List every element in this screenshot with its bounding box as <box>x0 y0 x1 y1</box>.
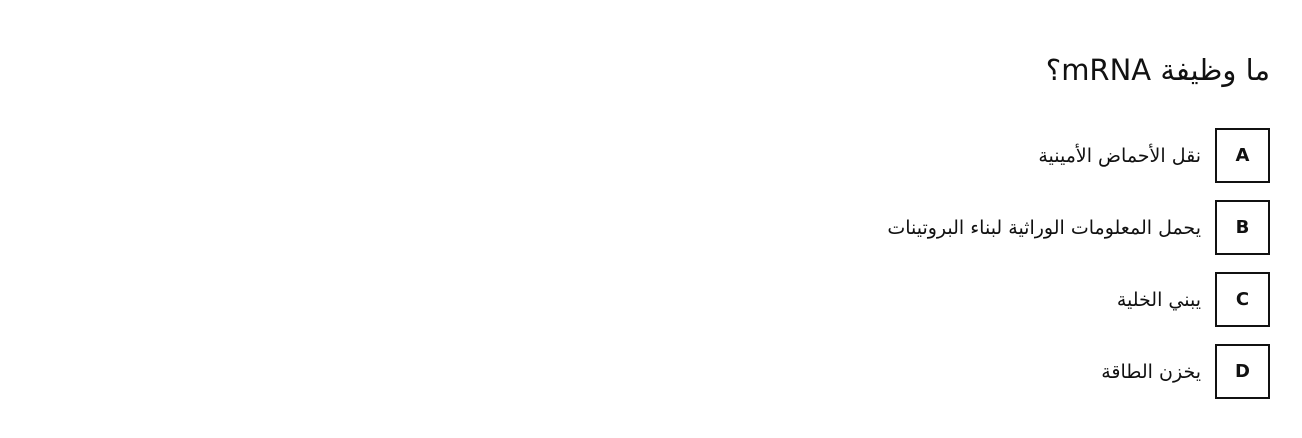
options-list <box>887 128 1270 416</box>
option-label[interactable]: يبني الخلية <box>1116 288 1201 311</box>
option-letter[interactable]: D <box>1215 344 1270 399</box>
option-a[interactable] <box>887 128 1270 183</box>
question-text: ما وظيفة mRNA؟ <box>1045 53 1270 87</box>
option-label[interactable]: نقل الأحماض الأمينية <box>1038 144 1201 167</box>
option-b[interactable] <box>887 200 1270 255</box>
option-letter[interactable]: A <box>1215 128 1270 183</box>
option-letter[interactable]: C <box>1215 272 1270 327</box>
option-c[interactable] <box>887 272 1270 327</box>
option-label[interactable]: يخزن الطاقة <box>1101 360 1201 383</box>
option-label[interactable]: يحمل المعلومات الوراثية لبناء البروتينات <box>887 216 1201 239</box>
option-d[interactable] <box>887 344 1270 399</box>
option-letter[interactable]: B <box>1215 200 1270 255</box>
